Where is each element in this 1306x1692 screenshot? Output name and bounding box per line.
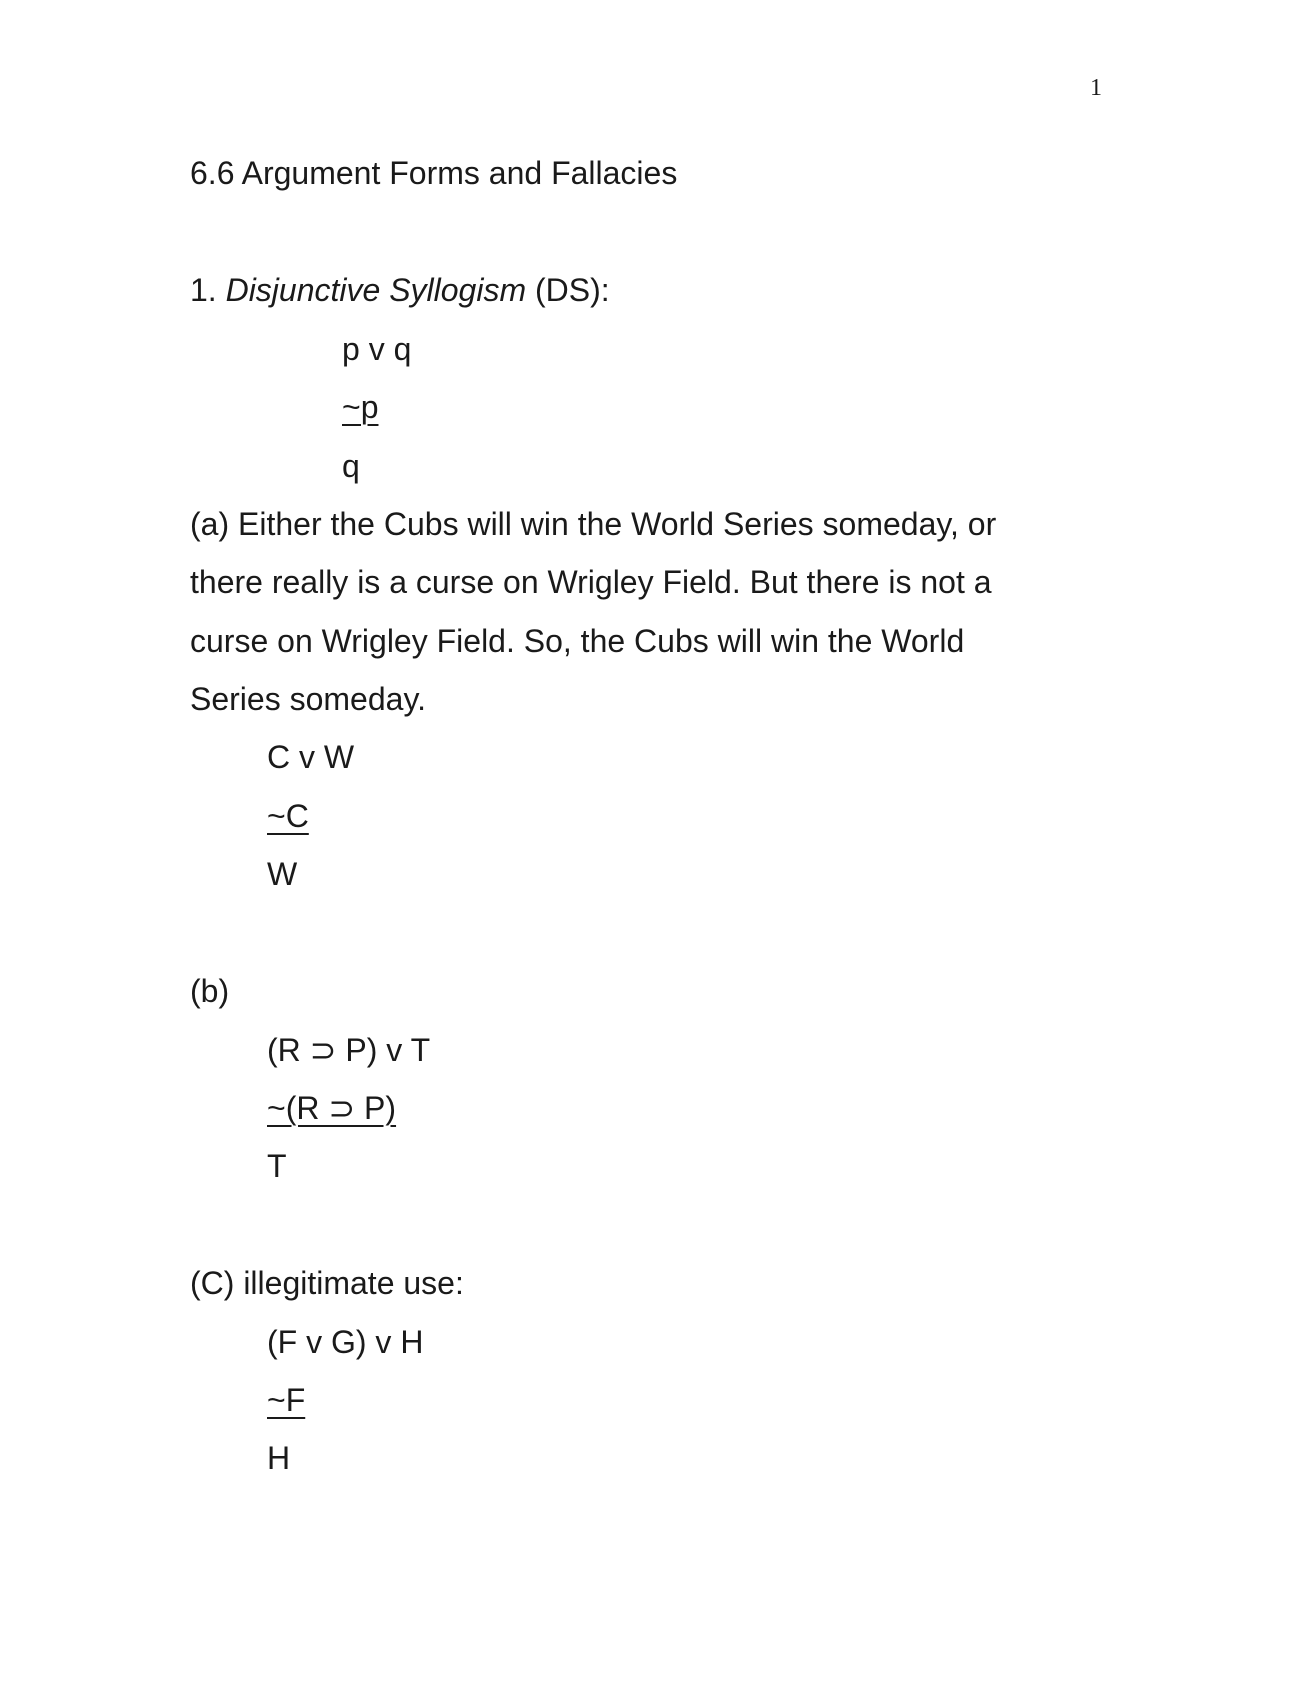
example-a-line-4: Series someday.	[190, 681, 426, 717]
form-conclusion: q	[342, 448, 360, 484]
example-c-premise-2: ~F	[267, 1382, 306, 1418]
form-premise-2: ~p	[342, 389, 379, 425]
example-a-premise-2: ~C	[267, 798, 309, 834]
example-b-label: (b)	[190, 973, 230, 1009]
form-premise-1: p v q	[342, 331, 412, 367]
example-a-conclusion: W	[267, 856, 298, 892]
page-number: 1	[1090, 75, 1102, 101]
example-a-line-1: (a) Either the Cubs will win the World Series someday, or	[190, 506, 997, 542]
example-b-conclusion: T	[267, 1148, 287, 1184]
example-b-premise-2: ~(R ⊃ P)	[267, 1090, 397, 1126]
example-a-line-3: curse on Wrigley Field. So, the Cubs will win the World	[190, 623, 965, 659]
page-title: 6.6 Argument Forms and Fallacies	[190, 155, 678, 191]
example-b-premise-1: (R ⊃ P) v T	[267, 1032, 431, 1068]
example-a-premise-1: C v W	[267, 739, 355, 775]
example-c-premise-1: (F v G) v H	[267, 1324, 424, 1360]
section-heading	[190, 274, 610, 306]
section-heading-abbrev: (DS):	[526, 272, 610, 308]
section-heading-name: Disjunctive Syllogism	[225, 272, 527, 308]
example-c-conclusion: H	[267, 1440, 291, 1476]
example-c-label: (C) illegitimate use:	[190, 1265, 464, 1301]
section-heading-number: 1.	[190, 272, 226, 308]
example-a-line-2: there really is a curse on Wrigley Field. But there is not a	[190, 564, 992, 600]
